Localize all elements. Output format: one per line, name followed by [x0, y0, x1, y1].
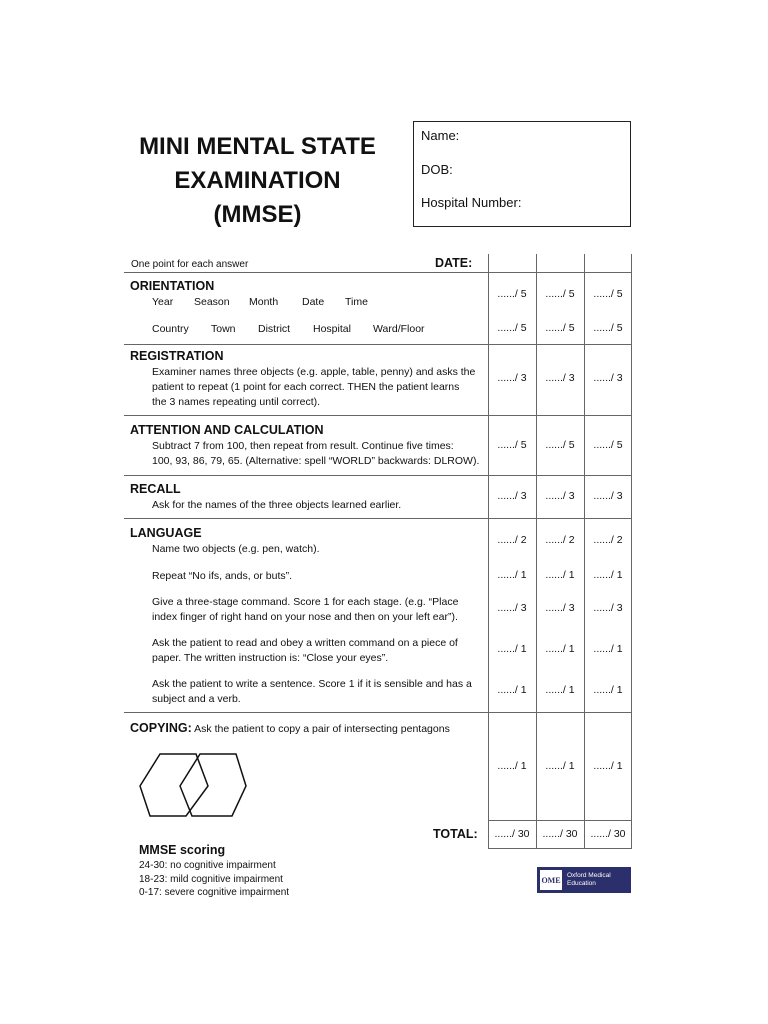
oxford-medical-education-logo [537, 867, 631, 893]
recall-text: Ask for the names of the three objects learned earlier. [152, 499, 402, 511]
attention-heading: ATTENTION AND CALCULATION [130, 423, 324, 437]
orientation-item: Date [302, 296, 325, 308]
score-cell: ....../ 3 [545, 372, 575, 384]
total-score-cell: ....../ 30 [590, 828, 626, 840]
score-cell: ....../ 1 [545, 684, 575, 696]
language-item-text [152, 595, 486, 625]
score-cell: ....../ 3 [545, 602, 575, 614]
title-line-2: EXAMINATION [174, 167, 341, 194]
text-line: 100, 93, 86, 79, 65. (Alternative: spell “WORLD” backwards: DLROW). [152, 455, 480, 467]
mmse-scoring [139, 843, 289, 900]
score-cell: ....../ 1 [545, 569, 575, 581]
language-item-text [152, 542, 486, 557]
language-item-text [152, 569, 486, 584]
orientation-item: Country [152, 323, 189, 335]
logo-text [567, 872, 611, 888]
total-score-cell: ....../ 30 [494, 828, 530, 840]
text-line: patient to repeat (1 point for each correct. THEN the patient learns [152, 381, 460, 393]
score-cell: ....../ 5 [545, 322, 575, 334]
logo-mark: OME [540, 870, 562, 890]
score-cell: ....../ 2 [497, 534, 527, 546]
score-cell: ....../ 5 [497, 439, 527, 451]
score-cell: ....../ 5 [593, 288, 623, 300]
row-divider [124, 475, 632, 476]
score-cell: ....../ 3 [497, 372, 527, 384]
registration-text [152, 365, 486, 410]
orientation-item: Time [345, 296, 368, 308]
score-cell: ....../ 2 [593, 534, 623, 546]
score-cell: ....../ 5 [593, 439, 623, 451]
text-line: subject and a verb. [152, 693, 241, 705]
text-line: Ask the patient to read and obey a written command on a piece of [152, 637, 458, 649]
row-divider [124, 518, 632, 519]
row-divider [488, 820, 632, 821]
text-line: Give a three-stage command. Score 1 for each stage. (e.g. “Place [152, 596, 459, 608]
text-line: index finger of right hand on your nose and then on your left ear”). [152, 611, 458, 623]
orientation-item: Hospital [313, 323, 351, 335]
orientation-item: Season [194, 296, 230, 308]
hospital-number-label: Hospital Number: [421, 195, 522, 210]
text-line: Examiner names three objects (e.g. apple, table, penny) and asks the [152, 366, 476, 378]
date-label: DATE: [435, 256, 473, 270]
orientation-item: District [258, 323, 291, 335]
score-cell: ....../ 1 [593, 684, 623, 696]
text-line: Name two objects (e.g. pen, watch). [152, 543, 320, 555]
recall-heading: RECALL [130, 482, 181, 496]
logo-line-1: Oxford Medical [567, 872, 611, 879]
text-line: the 3 names repeating until correct). [152, 396, 321, 408]
language-item-text [152, 636, 486, 666]
score-cell: ....../ 1 [497, 569, 527, 581]
logo-line-2: Education [567, 880, 596, 887]
scoring-heading: MMSE scoring [139, 843, 226, 857]
copying-text: Ask the patient to copy a pair of intersecting pentagons [194, 723, 450, 735]
text-line: paper. The written instruction is: “Close your eyes”. [152, 652, 389, 664]
score-cell: ....../ 5 [545, 288, 575, 300]
header-note: One point for each answer [131, 259, 249, 270]
score-cell: ....../ 5 [545, 439, 575, 451]
attention-text [152, 439, 486, 469]
score-cell: ....../ 3 [545, 490, 575, 502]
page-title [120, 130, 395, 232]
score-cell: ....../ 1 [545, 643, 575, 655]
row-divider [124, 344, 632, 345]
patient-info-box [413, 121, 631, 227]
score-cell: ....../ 1 [497, 684, 527, 696]
registration-heading: REGISTRATION [130, 349, 224, 363]
row-divider [124, 712, 632, 713]
score-cell: ....../ 1 [593, 569, 623, 581]
row-divider [124, 272, 632, 273]
language-item-text [152, 677, 486, 707]
score-cell: ....../ 3 [593, 372, 623, 384]
score-cell: ....../ 5 [497, 322, 527, 334]
name-label: Name: [421, 128, 460, 143]
orientation-item: Town [211, 323, 236, 335]
row-divider [488, 848, 632, 849]
orientation-item: Month [249, 296, 279, 308]
score-cell: ....../ 1 [497, 760, 527, 772]
language-heading: LANGUAGE [130, 526, 202, 540]
title-line-1: MINI MENTAL STATE [139, 133, 376, 160]
copying-heading: COPYING: [130, 721, 192, 735]
copying-instruction [130, 721, 450, 735]
dob-label: DOB: [421, 162, 453, 177]
score-cell: ....../ 3 [593, 602, 623, 614]
text-line: Subtract 7 from 100, then repeat from result. Continue five times: [152, 440, 454, 452]
scoring-line: 24-30: no cognitive impairment [139, 860, 276, 871]
text-line: Repeat “No ifs, ands, or buts”. [152, 570, 293, 582]
text-line: Ask the patient to write a sentence. Score 1 if it is sensible and has a [152, 678, 472, 690]
orientation-heading: ORIENTATION [130, 279, 215, 293]
score-cell: ....../ 5 [593, 322, 623, 334]
scoring-line: 18-23: mild cognitive impairment [139, 873, 283, 885]
orientation-item: Ward/Floor [373, 323, 425, 335]
score-cell: ....../ 1 [593, 760, 623, 772]
score-cell: ....../ 2 [545, 534, 575, 546]
score-cell: ....../ 1 [497, 643, 527, 655]
intersecting-pentagons-drawing [136, 750, 250, 822]
score-cell: ....../ 1 [593, 643, 623, 655]
total-score-cell: ....../ 30 [542, 828, 578, 840]
total-label: TOTAL: [433, 827, 478, 841]
score-cell: ....../ 3 [497, 490, 527, 502]
score-cell: ....../ 1 [545, 760, 575, 772]
scoring-line: 0-17: severe cognitive impairment [139, 887, 290, 898]
row-divider [124, 415, 632, 416]
score-cell: ....../ 3 [497, 602, 527, 614]
score-cell: ....../ 3 [593, 490, 623, 502]
score-cell: ....../ 5 [497, 288, 527, 300]
title-line-3: (MMSE) [213, 201, 302, 228]
orientation-item: Year [152, 296, 174, 308]
